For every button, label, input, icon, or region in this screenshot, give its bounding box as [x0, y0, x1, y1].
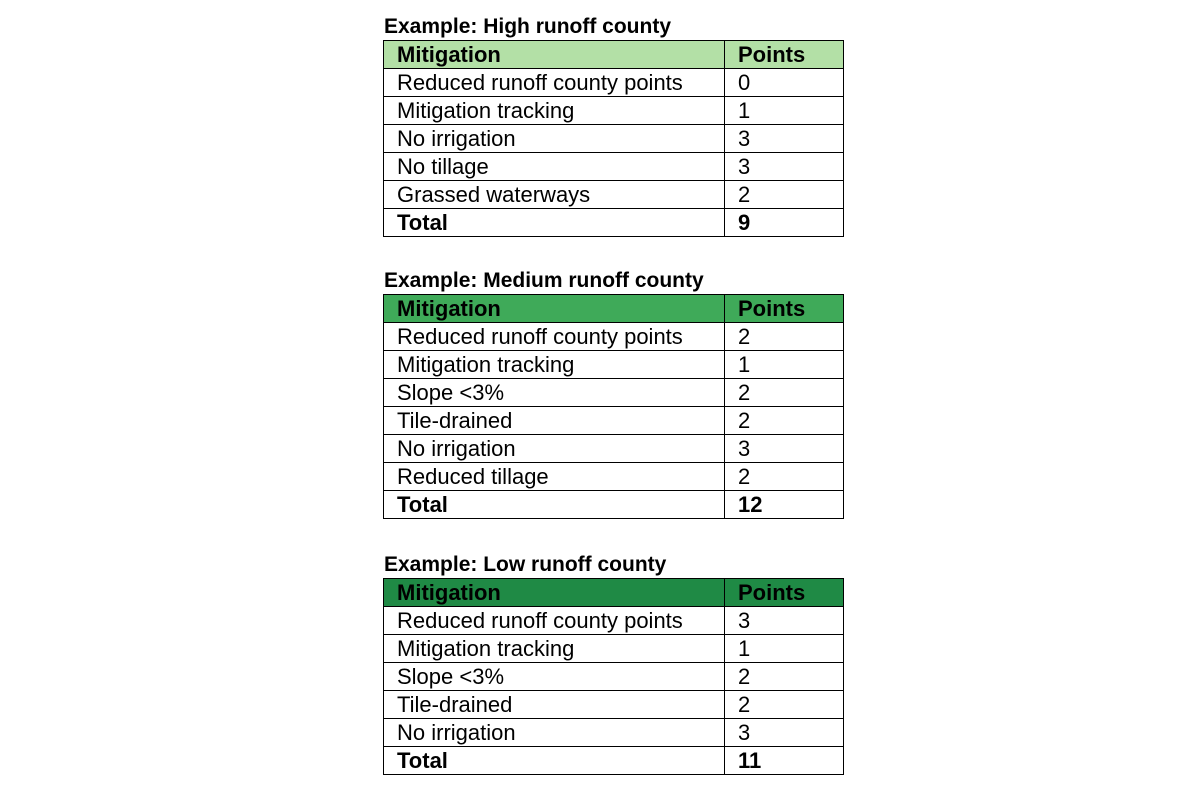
points-cell: 3 [725, 125, 844, 153]
column-header-mitigation: Mitigation [384, 295, 725, 323]
points-cell: 2 [725, 407, 844, 435]
points-cell: 3 [725, 719, 844, 747]
points-cell: 3 [725, 435, 844, 463]
table-row [384, 181, 844, 209]
table-header-row [384, 295, 844, 323]
total-label: Total [384, 747, 725, 775]
total-points: 11 [725, 747, 844, 775]
example-low-runoff [383, 552, 843, 775]
table-row [384, 125, 844, 153]
table-row [384, 663, 844, 691]
points-cell: 1 [725, 635, 844, 663]
column-header-mitigation: Mitigation [384, 41, 725, 69]
total-row [384, 491, 844, 519]
points-cell: 0 [725, 69, 844, 97]
mitigation-cell: Reduced runoff county points [384, 607, 725, 635]
total-label: Total [384, 209, 725, 237]
example-high-runoff [383, 14, 843, 237]
points-cell: 2 [725, 691, 844, 719]
points-cell: 1 [725, 351, 844, 379]
total-points: 9 [725, 209, 844, 237]
mitigation-cell: No tillage [384, 153, 725, 181]
table-row [384, 97, 844, 125]
points-cell: 2 [725, 663, 844, 691]
points-cell: 3 [725, 153, 844, 181]
mitigation-cell: Tile-drained [384, 691, 725, 719]
mitigation-cell: Slope <3% [384, 663, 725, 691]
column-header-points: Points [725, 579, 844, 607]
mitigation-cell: Mitigation tracking [384, 351, 725, 379]
mitigation-cell: No irrigation [384, 125, 725, 153]
mitigation-cell: Grassed waterways [384, 181, 725, 209]
column-header-points: Points [725, 41, 844, 69]
points-cell: 2 [725, 463, 844, 491]
table-row [384, 69, 844, 97]
points-cell: 1 [725, 97, 844, 125]
mitigation-table [383, 40, 844, 237]
table-row [384, 407, 844, 435]
example-title: Example: Medium runoff county [384, 269, 704, 292]
table-row [384, 691, 844, 719]
mitigation-cell: Slope <3% [384, 379, 725, 407]
mitigation-cell: Reduced runoff county points [384, 69, 725, 97]
points-cell: 3 [725, 607, 844, 635]
points-cell: 2 [725, 181, 844, 209]
column-header-mitigation: Mitigation [384, 579, 725, 607]
mitigation-cell: Reduced tillage [384, 463, 725, 491]
mitigation-cell: Tile-drained [384, 407, 725, 435]
mitigation-cell: Mitigation tracking [384, 97, 725, 125]
table-row [384, 635, 844, 663]
total-row [384, 747, 844, 775]
table-row [384, 607, 844, 635]
mitigation-cell: Reduced runoff county points [384, 323, 725, 351]
table-row [384, 719, 844, 747]
mitigation-cell: No irrigation [384, 719, 725, 747]
table-header-row [384, 41, 844, 69]
mitigation-table [383, 294, 844, 519]
table-row [384, 153, 844, 181]
total-row [384, 209, 844, 237]
points-cell: 2 [725, 379, 844, 407]
table-row [384, 435, 844, 463]
mitigation-table [383, 578, 844, 775]
table-row [384, 351, 844, 379]
table-row [384, 463, 844, 491]
mitigation-cell: Mitigation tracking [384, 635, 725, 663]
points-cell: 2 [725, 323, 844, 351]
example-medium-runoff [383, 268, 843, 519]
table-row [384, 323, 844, 351]
total-label: Total [384, 491, 725, 519]
mitigation-cell: No irrigation [384, 435, 725, 463]
example-title: Example: High runoff county [384, 15, 672, 38]
column-header-points: Points [725, 295, 844, 323]
table-header-row [384, 579, 844, 607]
example-title: Example: Low runoff county [384, 553, 667, 576]
table-row [384, 379, 844, 407]
total-points: 12 [725, 491, 844, 519]
